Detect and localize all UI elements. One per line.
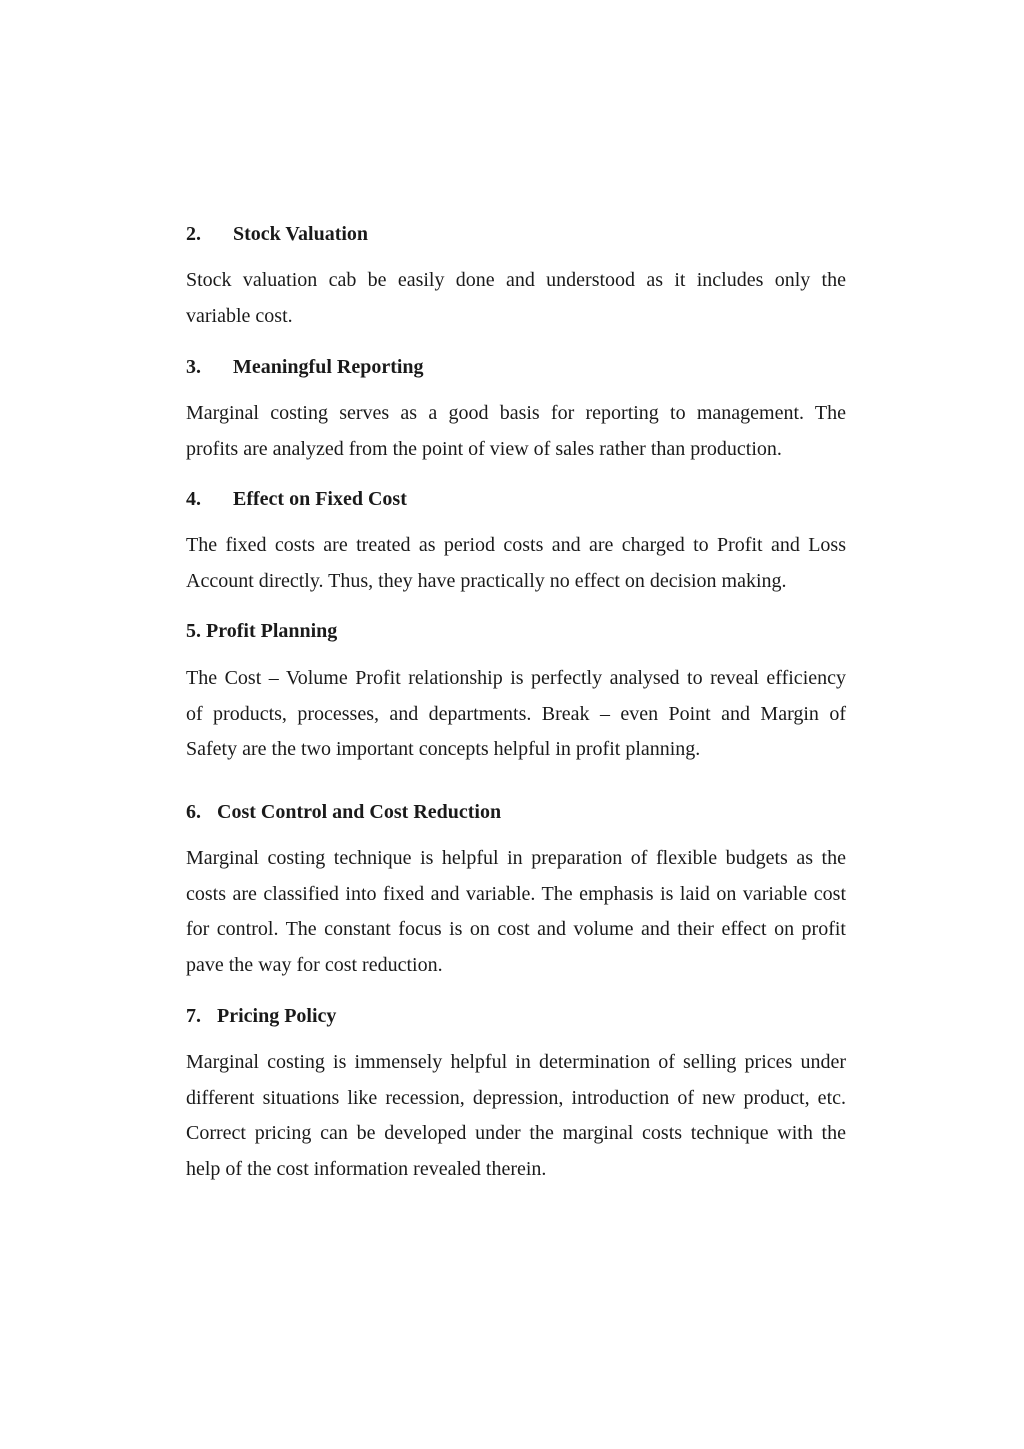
paragraph-line: different situations like recession, depression, introduction of new product, etc.: [186, 1086, 846, 1109]
paragraph-line: Safety are the two important concepts helpful in profit planning.: [186, 738, 701, 760]
section-paragraph-effect-on-fixed-cost: [186, 528, 846, 599]
section-title: Effect on Fixed Cost: [233, 488, 407, 510]
section-paragraph-pricing-policy: [186, 1045, 846, 1187]
section-number: 4.: [186, 488, 201, 510]
paragraph-line: costs are classified into fixed and variable. The emphasis is laid on variable cost: [186, 882, 846, 905]
paragraph-line: Marginal costing technique is helpful in preparation of flexible budgets as the: [186, 847, 846, 869]
section-number: 5.: [186, 620, 201, 642]
section-paragraph-profit-planning: [186, 661, 846, 768]
section-paragraph-stock-valuation: [186, 263, 846, 334]
paragraph-line: The Cost – Volume Profit relationship is perfectly analysed to reveal efficiency: [186, 667, 846, 689]
paragraph-line: help of the cost information revealed therein.: [186, 1157, 547, 1180]
paragraph-line: The fixed costs are treated as period costs and are charged to Profit and Loss: [186, 534, 846, 556]
section-paragraph-meaningful-reporting: [186, 396, 846, 467]
section-number: 2.: [186, 223, 201, 245]
paragraph-line: Marginal costing is immensely helpful in determination of selling prices under: [186, 1051, 846, 1073]
section-title: Meaningful Reporting: [233, 356, 424, 378]
paragraph-line: profits are analyzed from the point of view of sales rather than production.: [186, 437, 782, 460]
section-heading-stock-valuation: [186, 222, 368, 246]
section-title: Cost Control and Cost Reduction: [217, 801, 502, 823]
paragraph-line: for control. The constant focus is on cost and volume and their effect on profit: [186, 918, 846, 940]
section-heading-cost-control: [186, 800, 501, 824]
section-number: 7.: [186, 1005, 201, 1027]
section-paragraph-cost-control: [186, 841, 846, 983]
section-title: Pricing Policy: [217, 1005, 337, 1027]
section-number: 6.: [186, 801, 201, 823]
paragraph-line: pave the way for cost reduction.: [186, 953, 443, 976]
section-title: Stock Valuation: [233, 223, 369, 245]
section-title: Profit Planning: [206, 620, 338, 642]
section-heading-profit-planning: [186, 619, 337, 643]
paragraph-line: of products, processes, and departments. Break – even Point and Margin of: [186, 702, 846, 725]
paragraph-line: Marginal costing serves as a good basis for reporting to management. The: [186, 402, 846, 424]
section-heading-pricing-policy: [186, 1004, 336, 1028]
paragraph-line: Account directly. Thus, they have practically no effect on decision making.: [186, 569, 787, 592]
paragraph-line: Stock valuation cab be easily done and understood as it includes only the: [186, 269, 846, 291]
section-heading-effect-on-fixed-cost: [186, 487, 407, 511]
paragraph-line: Correct pricing can be developed under the marginal costs technique with the: [186, 1122, 846, 1144]
paragraph-line: variable cost.: [186, 304, 293, 327]
section-number: 3.: [186, 356, 201, 378]
section-heading-meaningful-reporting: [186, 355, 424, 379]
